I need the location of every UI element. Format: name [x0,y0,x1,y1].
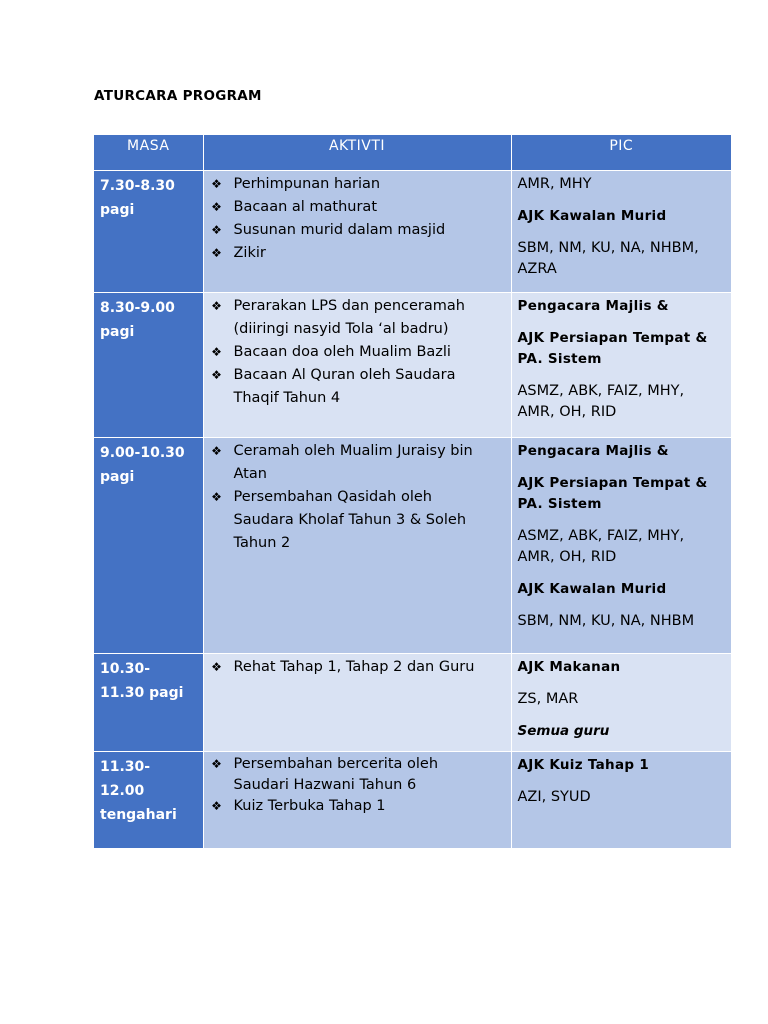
list-item [211,440,503,486]
activity-text: (diiringi nasyid Tola ‘al badru) [233,320,449,337]
agenda-table [94,135,731,848]
masa-line: 11.30- [100,758,151,775]
cell-pic [511,653,731,751]
activity-text: Zikir [233,244,266,261]
cell-masa [94,751,203,848]
list-item [211,364,503,410]
activity-text: Saudari Hazwani Tahun 6 [233,776,417,793]
list-item [211,796,503,817]
pic-text: SBM, NM, KU, NA, NHBM [517,612,695,629]
pic-text: ASMZ, ABK, FAIZ, MHY, [517,382,685,399]
cell-aktiviti [203,170,511,292]
table-row [94,292,731,437]
list-item [211,341,503,364]
cell-pic [511,437,731,653]
masa-line: 8.30-9.00 [100,299,175,316]
table-row [94,170,731,292]
list-item [211,656,503,679]
header-aktiviti: AKTIVTI [203,135,511,170]
activity-text: Susunan murid dalam masjid [233,221,446,238]
diamond-bullet-icon: ❖ [211,245,222,260]
cell-pic [511,751,731,848]
diamond-bullet-icon: ❖ [211,367,222,382]
pic-text: AJK Persiapan Tempat & [517,329,708,346]
pic-text: AJK Kuiz Tahap 1 [517,756,650,773]
activity-text: Ceramah oleh Mualim Juraisy bin [233,442,473,459]
activity-list [211,295,503,410]
pic-text: Semua guru [517,722,610,739]
cell-masa [94,292,203,437]
diamond-bullet-icon: ❖ [211,489,222,504]
activity-text: Bacaan Al Quran oleh Saudara [233,366,456,383]
diamond-bullet-icon: ❖ [211,199,222,214]
cell-pic [511,292,731,437]
activity-text: Rehat Tahap 1, Tahap 2 dan Guru [233,658,475,675]
activity-text: Kuiz Terbuka Tahap 1 [233,797,386,814]
diamond-bullet-icon: ❖ [211,659,222,674]
diamond-bullet-icon: ❖ [211,222,222,237]
activity-text: Bacaan doa oleh Mualim Bazli [233,343,451,360]
list-item [211,486,503,555]
pic-text: Pengacara Majlis & [517,442,669,459]
activity-text: Thaqif Tahun 4 [233,389,341,406]
list-item [211,754,503,796]
list-item [211,196,503,219]
activity-list [211,440,503,555]
pic-text: Pengacara Majlis & [517,297,669,314]
list-item [211,242,503,265]
activity-text: Tahun 2 [233,534,291,551]
masa-line: 9.00-10.30 [100,444,185,461]
cell-aktiviti [203,653,511,751]
cell-masa [94,653,203,751]
pic-text: PA. Sistem [517,350,602,367]
pic-text: ZS, MAR [517,690,579,707]
cell-masa [94,437,203,653]
pic-text: ASMZ, ABK, FAIZ, MHY, [517,527,685,544]
diamond-bullet-icon: ❖ [211,176,222,191]
activity-text: Persembahan bercerita oleh [233,755,439,772]
cell-masa [94,170,203,292]
cell-aktiviti [203,292,511,437]
pic-text: AJK Makanan [517,658,621,675]
diamond-bullet-icon: ❖ [211,344,222,359]
list-item [211,173,503,196]
diamond-bullet-icon: ❖ [211,298,222,313]
pic-text: AJK Kawalan Murid [517,580,667,597]
pic-text: AMR, OH, RID [517,548,617,565]
activity-text: Perhimpunan harian [233,175,381,192]
masa-line: pagi [100,201,135,218]
table-row [94,653,731,751]
pic-text: AZI, SYUD [517,788,591,805]
masa-line: tengahari [100,806,177,823]
cell-pic [511,170,731,292]
masa-line: 10.30- [100,660,151,677]
pic-text: PA. Sistem [517,495,602,512]
pic-text: AJK Persiapan Tempat & [517,474,708,491]
pic-text: AJK Kawalan Murid [517,207,667,224]
masa-line: pagi [100,468,135,485]
activity-list [211,754,503,817]
activity-text: Atan [233,465,267,482]
header-pic: PIC [511,135,731,170]
masa-line: 11.30 pagi [100,684,184,701]
list-item [211,219,503,242]
diamond-bullet-icon: ❖ [211,798,222,813]
diamond-bullet-icon: ❖ [211,756,222,771]
table-row [94,751,731,848]
pic-text: AMR, OH, RID [517,403,617,420]
header-row [94,135,731,170]
pic-text: SBM, NM, KU, NA, NHBM, [517,239,699,256]
cell-aktiviti [203,437,511,653]
table-row [94,437,731,653]
pic-text: AZRA [517,260,557,277]
masa-line: 12.00 [100,782,145,799]
masa-line: pagi [100,323,135,340]
diamond-bullet-icon: ❖ [211,443,222,458]
activity-text: Bacaan al mathurat [233,198,378,215]
activity-text: Persembahan Qasidah oleh [233,488,432,505]
masa-line: 7.30-8.30 [100,177,175,194]
activity-text: Saudara Kholaf Tahun 3 & Soleh [233,511,467,528]
document-title: ATURCARA PROGRAM [94,88,262,104]
header-masa: MASA [94,135,203,170]
pic-text: AMR, MHY [517,175,592,192]
cell-aktiviti [203,751,511,848]
activity-text: Perarakan LPS dan penceramah [233,297,465,314]
activity-list [211,173,503,265]
activity-list [211,656,503,679]
list-item [211,295,503,341]
